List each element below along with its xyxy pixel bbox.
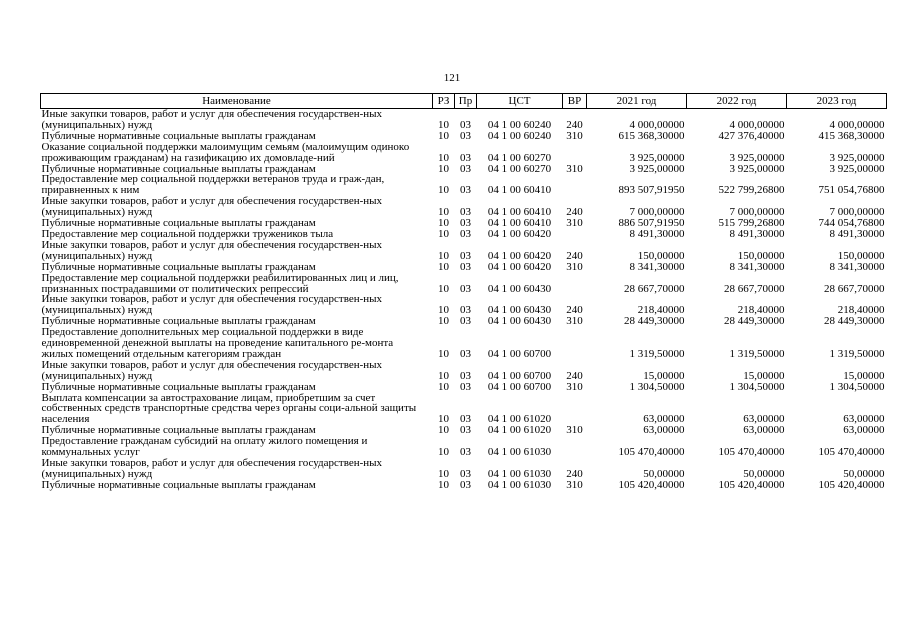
row-pr: 03 [460, 184, 471, 197]
table-row [41, 142, 887, 164]
table-row [41, 393, 887, 426]
row-value-2023: 8 341,30000 [829, 260, 885, 273]
row-name: Публичные нормативные социальные выплаты гражданам [41, 162, 316, 175]
row-cst: 04 1 00 60270 [487, 151, 552, 164]
row-value-2021: 4 000,00000 [629, 118, 685, 131]
row-cst: 04 1 00 61020 [487, 413, 552, 426]
row-name: Иные закупки товаров, работ и услуг для обеспечения государствен-ных (муниципальных) нужд [41, 238, 383, 262]
row-name: Предоставление дополнительных мер социальной поддержки в виде единовременной денежной выплаты на проведение капитального ре-монта жилых помещений отдельным категориям граждан [41, 326, 394, 360]
row-value-2022: 515 799,26800 [718, 217, 785, 230]
table-row [41, 327, 887, 360]
row-name: Иные закупки товаров, работ и услуг для обеспечения государствен-ных (муниципальных) нужд [41, 195, 383, 219]
row-rz: 10 [438, 118, 449, 131]
row-name: Предоставление гражданам субсидий на оплату жилого помещения и коммунальных услуг [41, 435, 368, 459]
row-value-2022: 218,40000 [737, 304, 785, 317]
row-vr: 240 [566, 467, 583, 480]
row-name: Публичные нормативные социальные выплаты гражданам [41, 380, 316, 393]
row-value-2021: 7 000,00000 [629, 206, 685, 219]
row-vr: 310 [566, 217, 583, 230]
row-name: Предоставление мер социальной поддержки ветеранов труда и граж-дан, приравненных к ним [41, 173, 385, 197]
row-value-2022: 50,00000 [743, 467, 785, 480]
row-vr [563, 436, 587, 458]
row-pr: 03 [460, 118, 471, 131]
row-value-2021: 218,40000 [637, 304, 685, 317]
row-cst: 04 1 00 61030 [487, 467, 552, 480]
row-vr: 310 [566, 129, 583, 142]
row-value-2022: 28 667,70000 [724, 282, 785, 295]
row-value-2021: 1 304,50000 [629, 380, 685, 393]
row-rz: 10 [438, 315, 449, 328]
row-pr: 03 [460, 347, 471, 360]
table-header-row [41, 94, 887, 109]
row-pr: 03 [460, 282, 471, 295]
row-value-2023: 7 000,00000 [829, 206, 885, 219]
row-vr: 240 [566, 249, 583, 262]
row-cst: 04 1 00 60700 [487, 347, 552, 360]
row-vr [563, 273, 587, 295]
row-value-2021: 150,00000 [637, 249, 685, 262]
row-value-2023: 4 000,00000 [829, 118, 885, 131]
row-vr: 310 [566, 315, 583, 328]
table-row [41, 262, 887, 273]
row-name: Иные закупки товаров, работ и услуг для обеспечения государствен-ных (муниципальных) нужд [41, 293, 383, 317]
row-vr [563, 174, 587, 196]
table-row [41, 196, 887, 218]
row-value-2021: 28 449,30000 [624, 315, 685, 328]
table-body [41, 109, 887, 491]
row-cst: 04 1 00 60420 [487, 249, 552, 262]
row-pr: 03 [460, 478, 471, 491]
budget-table [40, 93, 887, 491]
row-pr: 03 [460, 151, 471, 164]
row-value-2023: 8 491,30000 [829, 227, 885, 240]
table-row [41, 294, 887, 316]
row-value-2021: 893 507,91950 [618, 184, 685, 197]
row-value-2021: 105 420,40000 [618, 478, 685, 491]
row-name: Предоставление мер социальной поддержки тружеников тыла [41, 227, 334, 240]
row-vr: 310 [566, 162, 583, 175]
row-value-2023: 3 925,00000 [829, 151, 885, 164]
row-value-2023: 105 470,40000 [818, 446, 885, 459]
row-rz: 10 [438, 260, 449, 273]
row-value-2022: 1 319,50000 [729, 347, 785, 360]
header-2021: 2021 год [587, 94, 687, 109]
row-cst: 04 1 00 61030 [487, 446, 552, 459]
row-value-2023: 415 368,30000 [818, 129, 885, 142]
row-vr [563, 142, 587, 164]
row-value-2023: 50,00000 [843, 467, 885, 480]
header-cst: ЦСТ [477, 94, 563, 109]
row-value-2023: 218,40000 [837, 304, 885, 317]
table-row [41, 109, 887, 131]
row-value-2022: 63,00000 [743, 413, 785, 426]
row-value-2022: 28 449,30000 [724, 315, 785, 328]
row-value-2022: 8 341,30000 [729, 260, 785, 273]
row-value-2022: 8 491,30000 [729, 227, 785, 240]
header-pr: Пр [455, 94, 477, 109]
table-row [41, 458, 887, 480]
row-cst: 04 1 00 60700 [487, 380, 552, 393]
row-value-2023: 1 304,50000 [829, 380, 885, 393]
table-row [41, 174, 887, 196]
row-name: Публичные нормативные социальные выплаты гражданам [41, 315, 316, 328]
row-rz: 10 [438, 347, 449, 360]
row-rz: 10 [438, 151, 449, 164]
row-value-2023: 28 449,30000 [824, 315, 885, 328]
row-value-2022: 105 420,40000 [718, 478, 785, 491]
row-value-2023: 751 054,76800 [818, 184, 885, 197]
row-name: Публичные нормативные социальные выплаты гражданам [41, 424, 316, 437]
row-value-2021: 63,00000 [643, 424, 685, 437]
table-row [41, 273, 887, 295]
row-rz: 10 [438, 304, 449, 317]
row-value-2022: 427 376,40000 [718, 129, 785, 142]
row-rz: 10 [438, 369, 449, 382]
row-value-2023: 744 054,76800 [818, 217, 885, 230]
row-name: Оказание социальной поддержки малоимущим семьям (малоимущим одиноко проживающим гражданам) на газификацию их домовладе-ний [41, 140, 410, 164]
row-vr: 240 [566, 206, 583, 219]
row-cst: 04 1 00 60700 [487, 369, 552, 382]
row-value-2021: 8 341,30000 [629, 260, 685, 273]
row-rz: 10 [438, 217, 449, 230]
row-vr: 240 [566, 304, 583, 317]
row-name: Публичные нормативные социальные выплаты гражданам [41, 129, 316, 142]
row-rz: 10 [438, 162, 449, 175]
row-value-2022: 522 799,26800 [718, 184, 785, 197]
row-value-2023: 105 420,40000 [818, 478, 885, 491]
row-name: Публичные нормативные социальные выплаты гражданам [41, 217, 316, 230]
row-value-2022: 1 304,50000 [729, 380, 785, 393]
row-cst: 04 1 00 60240 [487, 129, 552, 142]
row-pr: 03 [460, 260, 471, 273]
row-vr: 310 [566, 260, 583, 273]
row-value-2022: 15,00000 [743, 369, 785, 382]
row-value-2021: 63,00000 [643, 413, 685, 426]
row-cst: 04 1 00 60410 [487, 217, 552, 230]
row-pr: 03 [460, 129, 471, 142]
row-value-2021: 105 470,40000 [618, 446, 685, 459]
row-value-2023: 63,00000 [843, 413, 885, 426]
row-pr: 03 [460, 413, 471, 426]
row-cst: 04 1 00 60410 [487, 206, 552, 219]
row-rz: 10 [438, 413, 449, 426]
row-value-2022: 105 470,40000 [718, 446, 785, 459]
row-cst: 04 1 00 60420 [487, 260, 552, 273]
row-name: Публичные нормативные социальные выплаты гражданам [41, 260, 316, 273]
row-value-2021: 1 319,50000 [629, 347, 685, 360]
row-cst: 04 1 00 60420 [487, 227, 552, 240]
row-value-2022: 63,00000 [743, 424, 785, 437]
row-cst: 04 1 00 60240 [487, 118, 552, 131]
header-2022: 2022 год [687, 94, 787, 109]
row-name: Иные закупки товаров, работ и услуг для обеспечения государствен-ных (муниципальных) нужд [41, 457, 383, 480]
header-rz: РЗ [433, 94, 455, 109]
row-value-2022: 3 925,00000 [729, 151, 785, 164]
row-value-2022: 150,00000 [737, 249, 785, 262]
row-vr [563, 393, 587, 426]
row-rz: 10 [438, 478, 449, 491]
row-pr: 03 [460, 380, 471, 393]
row-pr: 03 [460, 217, 471, 230]
row-value-2023: 15,00000 [843, 369, 885, 382]
row-value-2021: 15,00000 [643, 369, 685, 382]
row-name: Иные закупки товаров, работ и услуг для обеспечения государствен-ных (муниципальных) нужд [41, 358, 383, 382]
row-value-2021: 886 507,91950 [618, 217, 685, 230]
row-rz: 10 [438, 380, 449, 393]
row-pr: 03 [460, 369, 471, 382]
page-number: 121 [443, 72, 461, 84]
table-row [41, 240, 887, 262]
row-cst: 04 1 00 61020 [487, 424, 552, 437]
row-value-2021: 28 667,70000 [624, 282, 685, 295]
row-value-2021: 8 491,30000 [629, 227, 685, 240]
row-pr: 03 [460, 162, 471, 175]
row-value-2022: 7 000,00000 [729, 206, 785, 219]
row-name: Публичные нормативные социальные выплаты гражданам [41, 478, 316, 491]
row-pr: 03 [460, 446, 471, 459]
row-rz: 10 [438, 206, 449, 219]
row-vr: 310 [566, 478, 583, 491]
table-row [41, 436, 887, 458]
row-pr: 03 [460, 206, 471, 219]
row-name: Предоставление мер социальной поддержки реабилитированных лиц и лиц, признанных пострадавшими от политических репрессий [41, 271, 399, 295]
row-rz: 10 [438, 249, 449, 262]
row-value-2023: 28 667,70000 [824, 282, 885, 295]
row-pr: 03 [460, 304, 471, 317]
row-cst: 04 1 00 60410 [487, 184, 552, 197]
row-name: Иные закупки товаров, работ и услуг для обеспечения государствен-ных (муниципальных) нужд [41, 108, 383, 131]
row-cst: 04 1 00 60430 [487, 282, 552, 295]
row-name: Выплата компенсации за автострахование лицам, приобретшим за счет собственных средств транспортные средства через органы соци-альной защиты населения [41, 391, 417, 426]
row-cst: 04 1 00 61030 [487, 478, 552, 491]
row-value-2021: 3 925,00000 [629, 151, 685, 164]
row-pr: 03 [460, 467, 471, 480]
row-cst: 04 1 00 60270 [487, 162, 552, 175]
row-cst: 04 1 00 60430 [487, 304, 552, 317]
row-rz: 10 [438, 227, 449, 240]
row-pr: 03 [460, 227, 471, 240]
table-row [41, 382, 887, 393]
row-vr [563, 229, 587, 240]
row-rz: 10 [438, 184, 449, 197]
row-value-2021: 50,00000 [643, 467, 685, 480]
row-value-2022: 4 000,00000 [729, 118, 785, 131]
row-vr: 240 [566, 369, 583, 382]
row-vr [563, 327, 587, 360]
row-cst: 04 1 00 60430 [487, 315, 552, 328]
row-rz: 10 [438, 446, 449, 459]
row-pr: 03 [460, 315, 471, 328]
row-value-2023: 1 319,50000 [829, 347, 885, 360]
row-vr: 310 [566, 424, 583, 437]
row-vr: 240 [566, 118, 583, 131]
row-value-2023: 150,00000 [837, 249, 885, 262]
row-value-2023: 63,00000 [843, 424, 885, 437]
header-vr: ВР [563, 94, 587, 109]
row-rz: 10 [438, 129, 449, 142]
row-value-2021: 615 368,30000 [618, 129, 685, 142]
row-rz: 10 [438, 282, 449, 295]
row-pr: 03 [460, 249, 471, 262]
header-name: Наименование [41, 94, 433, 109]
table-row [41, 360, 887, 382]
row-vr: 310 [566, 380, 583, 393]
row-rz: 10 [438, 424, 449, 437]
row-rz: 10 [438, 467, 449, 480]
row-value-2023: 3 925,00000 [829, 162, 885, 175]
header-2023: 2023 год [787, 94, 887, 109]
row-value-2022: 3 925,00000 [729, 162, 785, 175]
table-row [41, 480, 887, 491]
row-value-2021: 3 925,00000 [629, 162, 685, 175]
row-pr: 03 [460, 424, 471, 437]
